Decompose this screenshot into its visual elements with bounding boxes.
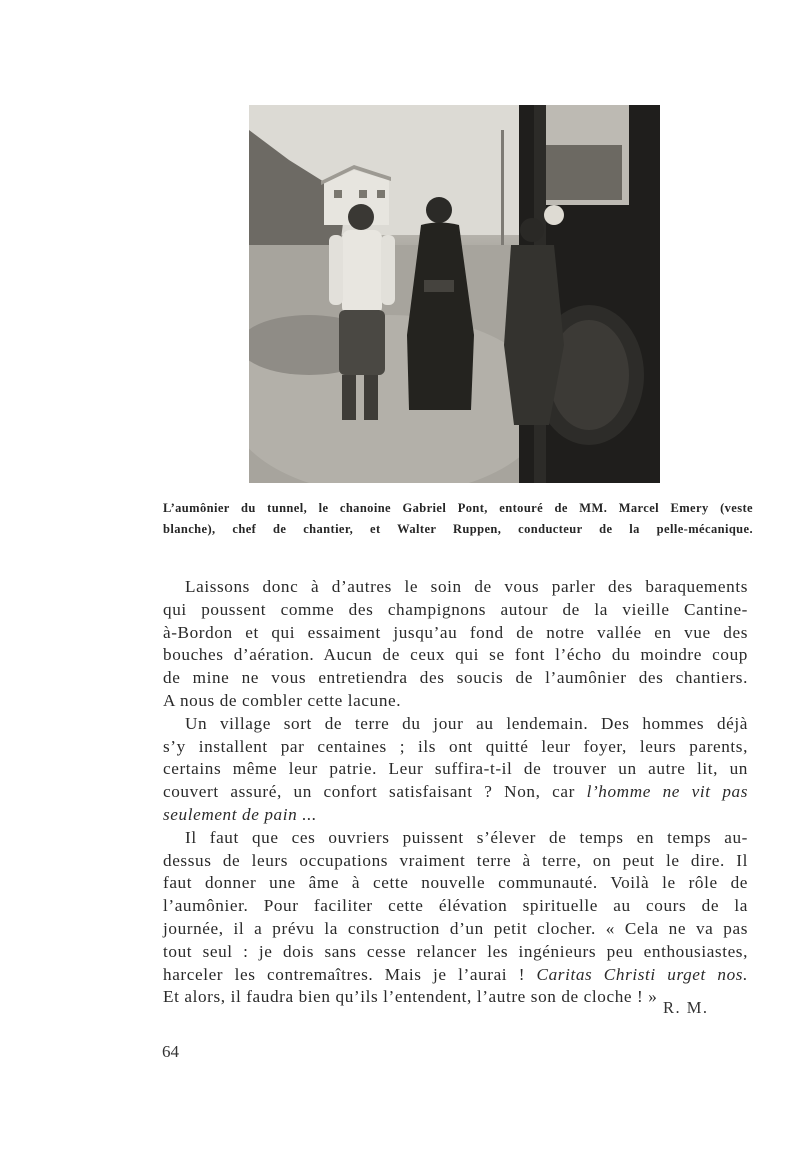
article-body <box>163 576 748 1009</box>
p1-line-2: qui poussent comme des champignons autour de la vieille Cantine- <box>163 599 748 619</box>
p2-line-4-text: couvert assuré, un confort satisfaisant ? Non, car <box>163 782 575 802</box>
caption-line-1: L’aumônier du tunnel, le chanoine Gabriel Pont, entouré de MM. Marcel Emery (veste <box>163 501 753 515</box>
p1-line-6: A nous de combler cette lacune. <box>163 690 402 710</box>
p3-line-1: Il faut que ces ouvriers puissent s’élever de temps en temps au- <box>185 827 748 847</box>
p3-line-3: faut donner une âme à cette nouvelle communauté. Voilà le rôle de <box>163 873 748 893</box>
p3-line-7-text: harceler les contremaîtres. Mais je l’aurai ! <box>163 964 526 984</box>
caption-line-2: blanche), chef de chantier, et Walter Ruppen, conducteur de la pelle-mécanique. <box>163 522 753 536</box>
p1-line-5: de mine ne vous entretiendra des soucis de l’aumônier des chantiers. <box>163 668 748 688</box>
p2-italic-quote-a: l’homme ne vit pas <box>586 782 748 802</box>
p2-line-2: s’y installent par centaines ; ils ont quitté leur foyer, leurs parents, <box>163 736 748 756</box>
p1-line-3: à-Bordon et qui essaiment jusqu’au fond de notre vallée en vue des <box>163 622 748 642</box>
p3-line-2: dessus de leurs occupations vraiment terre à terre, on peut le dire. Il <box>163 850 748 870</box>
p1-line-1: Laissons donc à d’autres le soin de vous parler des baraquements <box>185 577 748 596</box>
p2-italic-quote-b: seulement de pain ... <box>163 804 317 824</box>
p3-line-4: l’aumônier. Pour faciliter cette élévation spirituelle au cours de la <box>163 896 748 916</box>
p3-line-8: Et alors, il faudra bien qu’ils l’entendent, l’autre son de cloche ! » <box>163 987 658 1007</box>
p2-line-3: certains même leur patrie. Leur suffira-t-il de trouver un autre lit, un <box>163 759 748 779</box>
p3-italic-latin: Caritas Christi urget nos. <box>536 964 748 984</box>
author-signature: R. M. <box>663 998 709 1017</box>
p3-line-7 <box>163 964 748 987</box>
p3-line-5: journée, il a prévu la construction d’un petit clocher. « Cela ne va pas <box>163 918 748 938</box>
p1-line-4: bouches d’aération. Aucun de ceux qui se font l’écho du moindre coup <box>163 645 748 665</box>
photo-illustration <box>249 105 660 483</box>
page-number: 64 <box>162 1042 179 1061</box>
photo-caption <box>163 498 753 540</box>
p2-line-5 <box>163 804 748 827</box>
p3-line-6: tout seul : je dois sans cesse relancer les ingénieurs peu enthousiastes, <box>163 941 748 961</box>
p2-line-4 <box>163 781 748 804</box>
photograph <box>249 105 660 483</box>
p2-line-1: Un village sort de terre du jour au lendemain. Des hommes déjà <box>185 713 748 733</box>
